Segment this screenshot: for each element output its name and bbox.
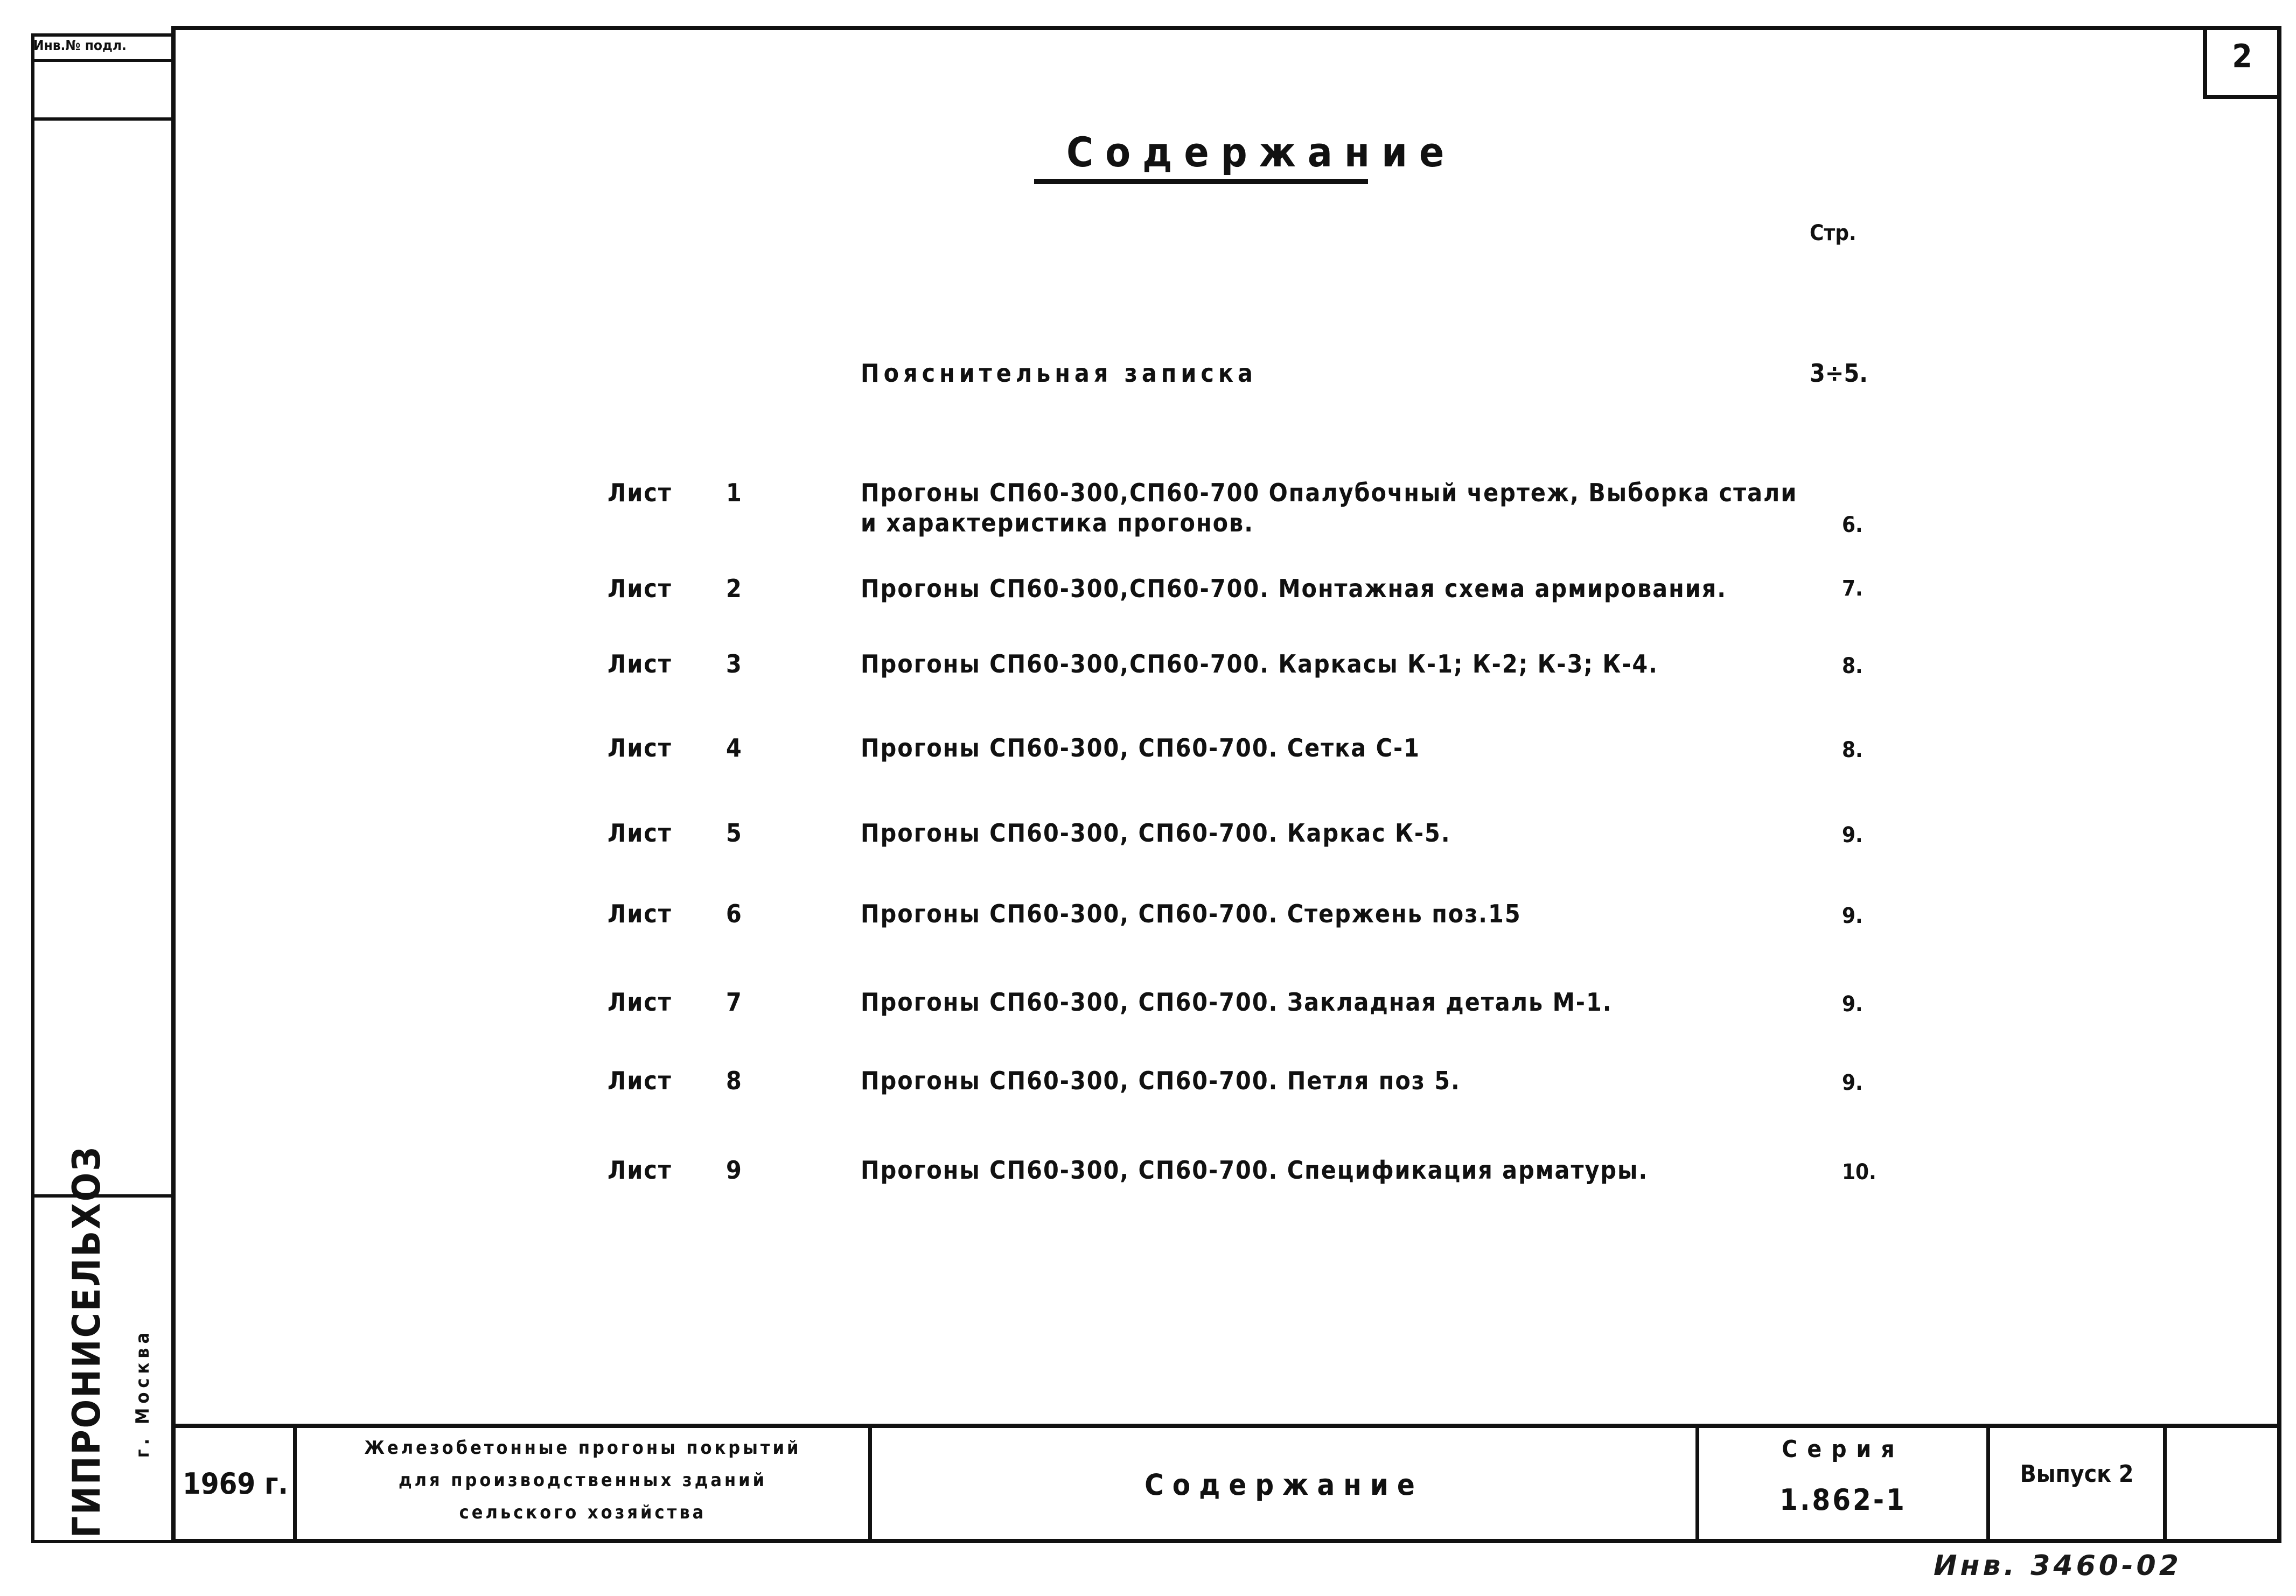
sheet-number: 7 — [726, 988, 743, 1017]
year: 1969 г. — [183, 1467, 288, 1501]
title-block-sep-4 — [1986, 1424, 1990, 1543]
sheet-title: Прогоны СП60-300, СП60-700. Стержень поз.15 — [861, 899, 1522, 928]
sheet-word: Лист — [608, 649, 672, 678]
sheet-page: 6. — [1842, 513, 1863, 537]
sheet-word: Лист — [608, 899, 672, 928]
series-description-line-3: сельского хозяйства — [459, 1502, 707, 1523]
sheet-word: Лист — [608, 1066, 672, 1095]
sheet-number: 4 — [726, 733, 743, 762]
title-block-sep-1 — [293, 1424, 297, 1543]
org-name: ГИПРОНИСЕЛЬХОЗ — [65, 1145, 109, 1538]
title-block-sep-5 — [2163, 1424, 2167, 1543]
sheet-number: 3 — [726, 649, 743, 678]
inv-label: Инв.№ подл. — [33, 38, 127, 54]
side-stamp-divider-1 — [31, 117, 171, 121]
sheet-word: Лист — [608, 818, 672, 848]
pages-heading: Стр. — [1810, 221, 1857, 246]
series-description-line-2: для производственных зданий — [398, 1469, 767, 1491]
org-city: г. Москва — [132, 1328, 153, 1458]
sheet-word: Лист — [608, 574, 672, 603]
sheet-number: 6 — [726, 899, 743, 928]
page-title: Содержание — [1066, 128, 1456, 176]
inventory-note: Инв. 3460-02 — [1934, 1550, 2182, 1582]
sheet-page: 10. — [1842, 1160, 1876, 1185]
explanatory-note-pages: 3÷5. — [1810, 359, 1868, 388]
sheet-page: 8. — [1842, 738, 1863, 762]
title-block-sep-2 — [868, 1424, 872, 1543]
sheet-page: 9. — [1842, 904, 1863, 928]
sheet-number: 9 — [726, 1156, 743, 1185]
explanatory-note-label: Пояснительная записка — [861, 359, 1257, 388]
sheet-title: Прогоны СП60-300, СП60-700. Закладная деталь М-1. — [861, 988, 1613, 1017]
page-number: 2 — [2232, 38, 2252, 75]
side-stamp-inner-divider — [31, 59, 171, 62]
sheet-title: Прогоны СП60-300,СП60-700. Каркасы К-1; К-2; К-3; К-4. — [861, 649, 1658, 678]
sheet-page: 9. — [1842, 992, 1863, 1017]
series-label: Серия — [1782, 1436, 1904, 1463]
sheet-page: 9. — [1842, 1070, 1863, 1095]
sheet-number: 2 — [726, 574, 743, 603]
title-block-sep-3 — [1695, 1424, 1699, 1543]
sheet-title: Прогоны СП60-300, СП60-700. Петля поз 5. — [861, 1066, 1461, 1095]
sheet-word: Лист — [608, 1156, 672, 1185]
sheet-number: 5 — [726, 818, 743, 848]
series-value: 1.862-1 — [1779, 1483, 1907, 1517]
sheet-word: Лист — [608, 478, 672, 507]
sheet-page: 8. — [1842, 654, 1863, 678]
sheet-word: Лист — [608, 733, 672, 762]
sheet-title-line2: и характеристика прогонов. — [861, 508, 1254, 537]
issue-number: Выпуск 2 — [2020, 1460, 2134, 1488]
series-description-line-1: Железобетонные прогоны покрытий — [364, 1437, 801, 1459]
sheet-title: Прогоны СП60-300,СП60-700. Монтажная схема армирования. — [861, 574, 1727, 603]
sheet-number: 1 — [726, 478, 743, 507]
document-name: Содержание — [1144, 1468, 1423, 1502]
sheet-title: Прогоны СП60-300,СП60-700 Опалубочный чертеж, Выборка стали — [861, 478, 1798, 507]
title-underline — [1034, 179, 1368, 184]
sheet-title: Прогоны СП60-300, СП60-700. Спецификация арматуры. — [861, 1156, 1649, 1185]
sheet-title: Прогоны СП60-300, СП60-700. Каркас К-5. — [861, 818, 1451, 848]
drawing-frame — [171, 26, 2281, 1543]
sheet-page: 9. — [1842, 823, 1863, 848]
sheet-page: 7. — [1842, 576, 1863, 601]
sheet-title: Прогоны СП60-300, СП60-700. Сетка С-1 — [861, 733, 1420, 762]
sheet-number: 8 — [726, 1066, 743, 1095]
sheet-word: Лист — [608, 988, 672, 1017]
